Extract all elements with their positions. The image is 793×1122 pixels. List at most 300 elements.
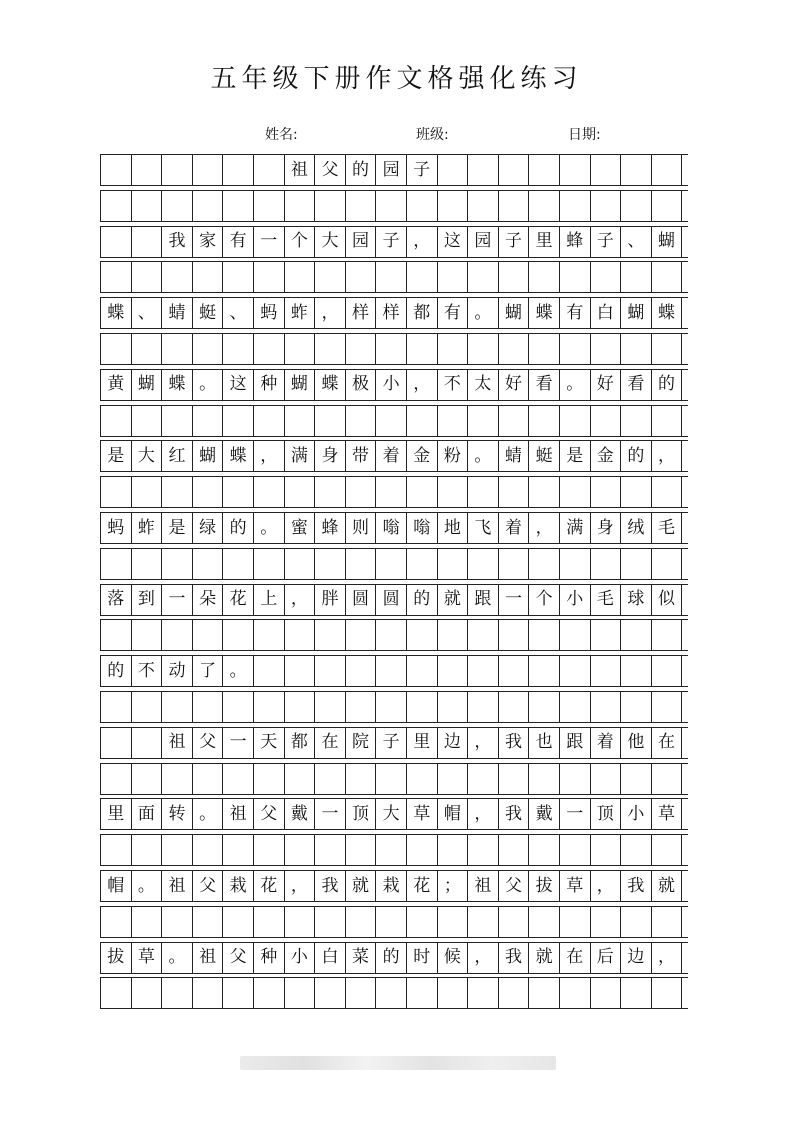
grid-cell [285,978,316,1008]
grid-row [100,369,688,401]
grid-cell: 蝴 [499,298,530,328]
grid-cell [560,907,591,937]
grid-cell [407,764,438,794]
grid-cell [652,835,683,865]
grid-cell [468,620,499,650]
grid-cell: 朵 [193,585,224,615]
grid-cell [468,191,499,221]
date-field-label: 日期: [568,127,601,143]
grid-cell: 飞 [468,513,499,543]
grid-cell [132,907,163,937]
grid-cell: 的 [407,585,438,615]
grid-cell [560,620,591,650]
grid-cell [223,155,254,185]
grid-cell: 草 [560,871,591,901]
grid-cell [132,764,163,794]
grid-cell [254,549,285,579]
grid-cell: 。 [223,656,254,686]
grid-cell [499,155,530,185]
grid-cell: 蝴 [285,370,316,400]
grid-cell [591,191,622,221]
grid-cell [315,334,346,364]
grid-cell [652,477,683,507]
grid-cell [621,764,652,794]
grid-cell: 蝴 [132,370,163,400]
grid-cell [223,835,254,865]
grid-row [100,763,688,795]
grid-cell: 是 [560,441,591,471]
grid-cell: 蝶 [652,298,683,328]
grid-cell [621,692,652,722]
grid-cell [162,907,193,937]
grid-cell: 就 [438,585,469,615]
grid-cell [193,692,224,722]
grid-cell [254,978,285,1008]
grid-cell: 蜓 [193,298,224,328]
grid-cell [407,620,438,650]
grid-cell: 绒 [621,513,652,543]
grid-cell [223,978,254,1008]
grid-cell: 蜂 [315,513,346,543]
grid-cell [346,620,377,650]
grid-cell: 园 [468,227,499,257]
grid-cell: 草 [652,799,683,829]
grid-cell: 父 [193,728,224,758]
grid-cell: 带 [346,441,377,471]
grid-cell: 不 [438,370,469,400]
grid-cell [162,406,193,436]
grid-cell [438,835,469,865]
grid-cell: 祖 [468,871,499,901]
grid-cell [285,907,316,937]
grid-cell: 黄 [101,370,132,400]
grid-cell: 顶 [591,799,622,829]
grid-cell [529,155,560,185]
grid-cell: 小 [285,943,316,973]
grid-cell [407,262,438,292]
grid-cell: 子 [591,227,622,257]
grid-cell [285,835,316,865]
grid-cell: 圆 [376,585,407,615]
grid-cell [223,406,254,436]
grid-cell: 跟 [468,585,499,615]
grid-cell [621,406,652,436]
grid-cell [652,155,683,185]
grid-cell [285,477,316,507]
grid-cell: 则 [346,513,377,543]
grid-cell: 也 [529,728,560,758]
grid-cell [560,155,591,185]
grid-cell [376,835,407,865]
grid-cell [529,334,560,364]
grid-cell [254,477,285,507]
grid-cell [162,692,193,722]
grid-cell [407,549,438,579]
grid-cell [254,620,285,650]
grid-cell: 的 [376,943,407,973]
grid-cell [652,978,683,1008]
grid-cell [407,191,438,221]
class-field-label: 班级: [416,127,449,143]
grid-cell [652,191,683,221]
grid-cell [499,692,530,722]
grid-row [100,297,688,329]
grid-cell [346,477,377,507]
grid-cell [621,262,652,292]
grid-cell: 都 [285,728,316,758]
grid-cell [499,620,530,650]
grid-cell [285,549,316,579]
grid-cell: 跟 [560,728,591,758]
grid-cell: 好 [591,370,622,400]
grid-cell [560,978,591,1008]
grid-cell: 我 [162,227,193,257]
grid-cell [254,656,285,686]
grid-cell: 。 [254,513,285,543]
writing-grid [100,154,688,1014]
grid-cell: 里 [407,728,438,758]
grid-cell: ， [652,943,683,973]
grid-cell: 都 [407,298,438,328]
grid-row [100,261,688,293]
grid-cell: 的 [346,155,377,185]
grid-cell: 父 [315,155,346,185]
grid-cell [438,155,469,185]
grid-cell: 我 [499,799,530,829]
grid-cell [529,978,560,1008]
grid-cell [529,406,560,436]
grid-cell [376,191,407,221]
grid-cell: 园 [346,227,377,257]
grid-cell [407,692,438,722]
grid-cell: 帽 [438,799,469,829]
grid-cell: 胖 [315,585,346,615]
grid-cell: 蝶 [101,298,132,328]
grid-cell [499,262,530,292]
grid-cell: 蝶 [315,370,346,400]
grid-cell: 蜜 [285,513,316,543]
grid-cell [101,477,132,507]
grid-cell: 有 [223,227,254,257]
grid-cell [560,262,591,292]
grid-cell [438,692,469,722]
grid-cell [162,191,193,221]
grid-cell [315,549,346,579]
grid-cell [346,334,377,364]
grid-cell: 满 [560,513,591,543]
grid-cell: 拔 [101,943,132,973]
grid-cell [438,477,469,507]
grid-cell [254,835,285,865]
grid-cell: 。 [193,799,224,829]
grid-cell: 样 [346,298,377,328]
grid-cell [652,692,683,722]
grid-cell [285,334,316,364]
grid-cell [193,620,224,650]
grid-cell: 就 [346,871,377,901]
grid-cell: 动 [162,656,193,686]
grid-cell: 面 [132,799,163,829]
grid-cell [652,656,683,686]
grid-cell [652,334,683,364]
grid-cell: 大 [132,441,163,471]
grid-cell [346,692,377,722]
grid-cell [621,656,652,686]
grid-row [100,440,688,472]
grid-cell [162,262,193,292]
grid-cell [376,764,407,794]
grid-cell [376,692,407,722]
grid-cell [376,477,407,507]
grid-cell [315,406,346,436]
grid-cell [376,549,407,579]
grid-cell: 种 [254,370,285,400]
grid-cell: 一 [315,799,346,829]
grid-cell [315,262,346,292]
grid-cell [560,835,591,865]
grid-cell [621,835,652,865]
grid-cell: 蝶 [529,298,560,328]
grid-cell [223,334,254,364]
grid-cell [407,656,438,686]
grid-cell [438,620,469,650]
grid-cell [132,191,163,221]
grid-cell [132,262,163,292]
grid-cell [621,549,652,579]
grid-cell [315,978,346,1008]
grid-cell: 嗡 [407,513,438,543]
grid-cell: ， [652,441,683,471]
grid-cell: 一 [223,728,254,758]
grid-cell [591,477,622,507]
grid-cell [101,155,132,185]
grid-cell [438,656,469,686]
grid-cell: 、 [621,227,652,257]
grid-cell [162,764,193,794]
grid-cell [223,764,254,794]
grid-cell [132,835,163,865]
grid-cell [101,549,132,579]
grid-cell: 子 [407,155,438,185]
grid-cell [499,764,530,794]
grid-cell: 一 [254,227,285,257]
grid-cell: 太 [468,370,499,400]
grid-row [100,333,688,365]
grid-cell: 样 [376,298,407,328]
grid-row [100,977,688,1009]
grid-row [100,870,688,902]
grid-cell [101,262,132,292]
grid-cell [499,191,530,221]
grid-cell [591,656,622,686]
grid-cell: 的 [223,513,254,543]
grid-cell: 栽 [376,871,407,901]
grid-cell: 上 [254,585,285,615]
grid-cell [652,764,683,794]
grid-cell [499,406,530,436]
grid-cell [376,406,407,436]
grid-cell [254,334,285,364]
grid-cell: 、 [223,298,254,328]
grid-cell [193,262,224,292]
grid-cell [591,334,622,364]
grid-cell [468,692,499,722]
grid-cell [193,764,224,794]
grid-cell [438,406,469,436]
grid-cell: 蝶 [223,441,254,471]
grid-cell [101,728,132,758]
grid-cell [621,907,652,937]
grid-cell [162,620,193,650]
grid-cell [285,692,316,722]
grid-cell: 蜂 [560,227,591,257]
grid-row [100,405,688,437]
grid-cell: 这 [223,370,254,400]
grid-cell [499,978,530,1008]
grid-cell: 草 [407,799,438,829]
grid-cell: 父 [193,871,224,901]
grid-cell: 着 [591,728,622,758]
grid-cell [407,835,438,865]
grid-cell: 蝴 [621,298,652,328]
grid-cell [162,334,193,364]
grid-cell [438,334,469,364]
grid-cell: ， [285,585,316,615]
grid-cell: 大 [315,227,346,257]
grid-cell [285,191,316,221]
grid-cell: 菜 [346,943,377,973]
grid-cell [407,406,438,436]
grid-cell: 花 [407,871,438,901]
grid-cell: 他 [621,728,652,758]
grid-cell: 顶 [346,799,377,829]
grid-cell [132,978,163,1008]
grid-row [100,619,688,651]
grid-cell [529,191,560,221]
grid-cell: 就 [652,871,683,901]
grid-cell [591,155,622,185]
grid-cell: 是 [101,441,132,471]
grid-cell [652,620,683,650]
grid-cell [407,907,438,937]
grid-cell [101,227,132,257]
grid-cell [621,191,652,221]
grid-row [100,727,688,759]
grid-cell [162,978,193,1008]
grid-cell: 蚱 [285,298,316,328]
grid-cell: 不 [132,656,163,686]
grid-cell [101,406,132,436]
grid-cell [223,692,254,722]
grid-cell [285,656,316,686]
grid-row [100,834,688,866]
grid-cell: 父 [223,943,254,973]
grid-cell [468,835,499,865]
grid-cell: 就 [529,943,560,973]
grid-cell [591,620,622,650]
grid-cell: 里 [101,799,132,829]
grid-cell [621,477,652,507]
grid-cell: 蚂 [101,513,132,543]
grid-cell [407,978,438,1008]
grid-cell [652,262,683,292]
grid-cell [529,262,560,292]
grid-cell [621,334,652,364]
grid-cell [101,191,132,221]
grid-cell [132,692,163,722]
grid-cell [315,907,346,937]
name-field-label: 姓名: [265,127,298,143]
grid-cell [132,227,163,257]
grid-cell [223,620,254,650]
grid-cell [499,835,530,865]
grid-cell [499,549,530,579]
grid-cell: 一 [162,585,193,615]
grid-cell [346,191,377,221]
grid-cell [346,406,377,436]
grid-cell [591,262,622,292]
grid-cell [132,155,163,185]
grid-cell [162,155,193,185]
grid-cell: 蚱 [132,513,163,543]
grid-cell: 时 [407,943,438,973]
grid-cell: 。 [560,370,591,400]
grid-cell: 我 [621,871,652,901]
grid-cell [376,907,407,937]
grid-cell [193,191,224,221]
grid-cell: 。 [468,441,499,471]
grid-cell [346,656,377,686]
grid-cell: 一 [560,799,591,829]
grid-cell: 粉 [438,441,469,471]
grid-cell: 子 [376,728,407,758]
grid-cell: 似 [652,585,683,615]
grid-cell [529,907,560,937]
grid-row [100,476,688,508]
grid-cell: 个 [285,227,316,257]
grid-cell [346,978,377,1008]
grid-cell [223,262,254,292]
grid-cell: ， [315,298,346,328]
grid-cell [285,764,316,794]
grid-cell [254,191,285,221]
grid-cell: 毛 [591,585,622,615]
grid-cell: 到 [132,585,163,615]
grid-cell [591,907,622,937]
grid-cell [346,549,377,579]
grid-cell [529,620,560,650]
grid-cell [132,334,163,364]
grid-cell: 嗡 [376,513,407,543]
grid-cell [346,764,377,794]
grid-cell: 圆 [346,585,377,615]
grid-cell [560,656,591,686]
grid-cell: 。 [162,943,193,973]
grid-cell: 我 [499,943,530,973]
grid-row [100,154,688,186]
grid-cell: 。 [468,298,499,328]
grid-cell [162,477,193,507]
grid-row [100,655,688,687]
grid-cell: ； [438,871,469,901]
grid-cell [591,764,622,794]
grid-cell: 父 [254,799,285,829]
grid-cell: 我 [499,728,530,758]
grid-cell [529,764,560,794]
grid-cell: 蝴 [193,441,224,471]
grid-cell: 身 [591,513,622,543]
grid-cell [468,406,499,436]
